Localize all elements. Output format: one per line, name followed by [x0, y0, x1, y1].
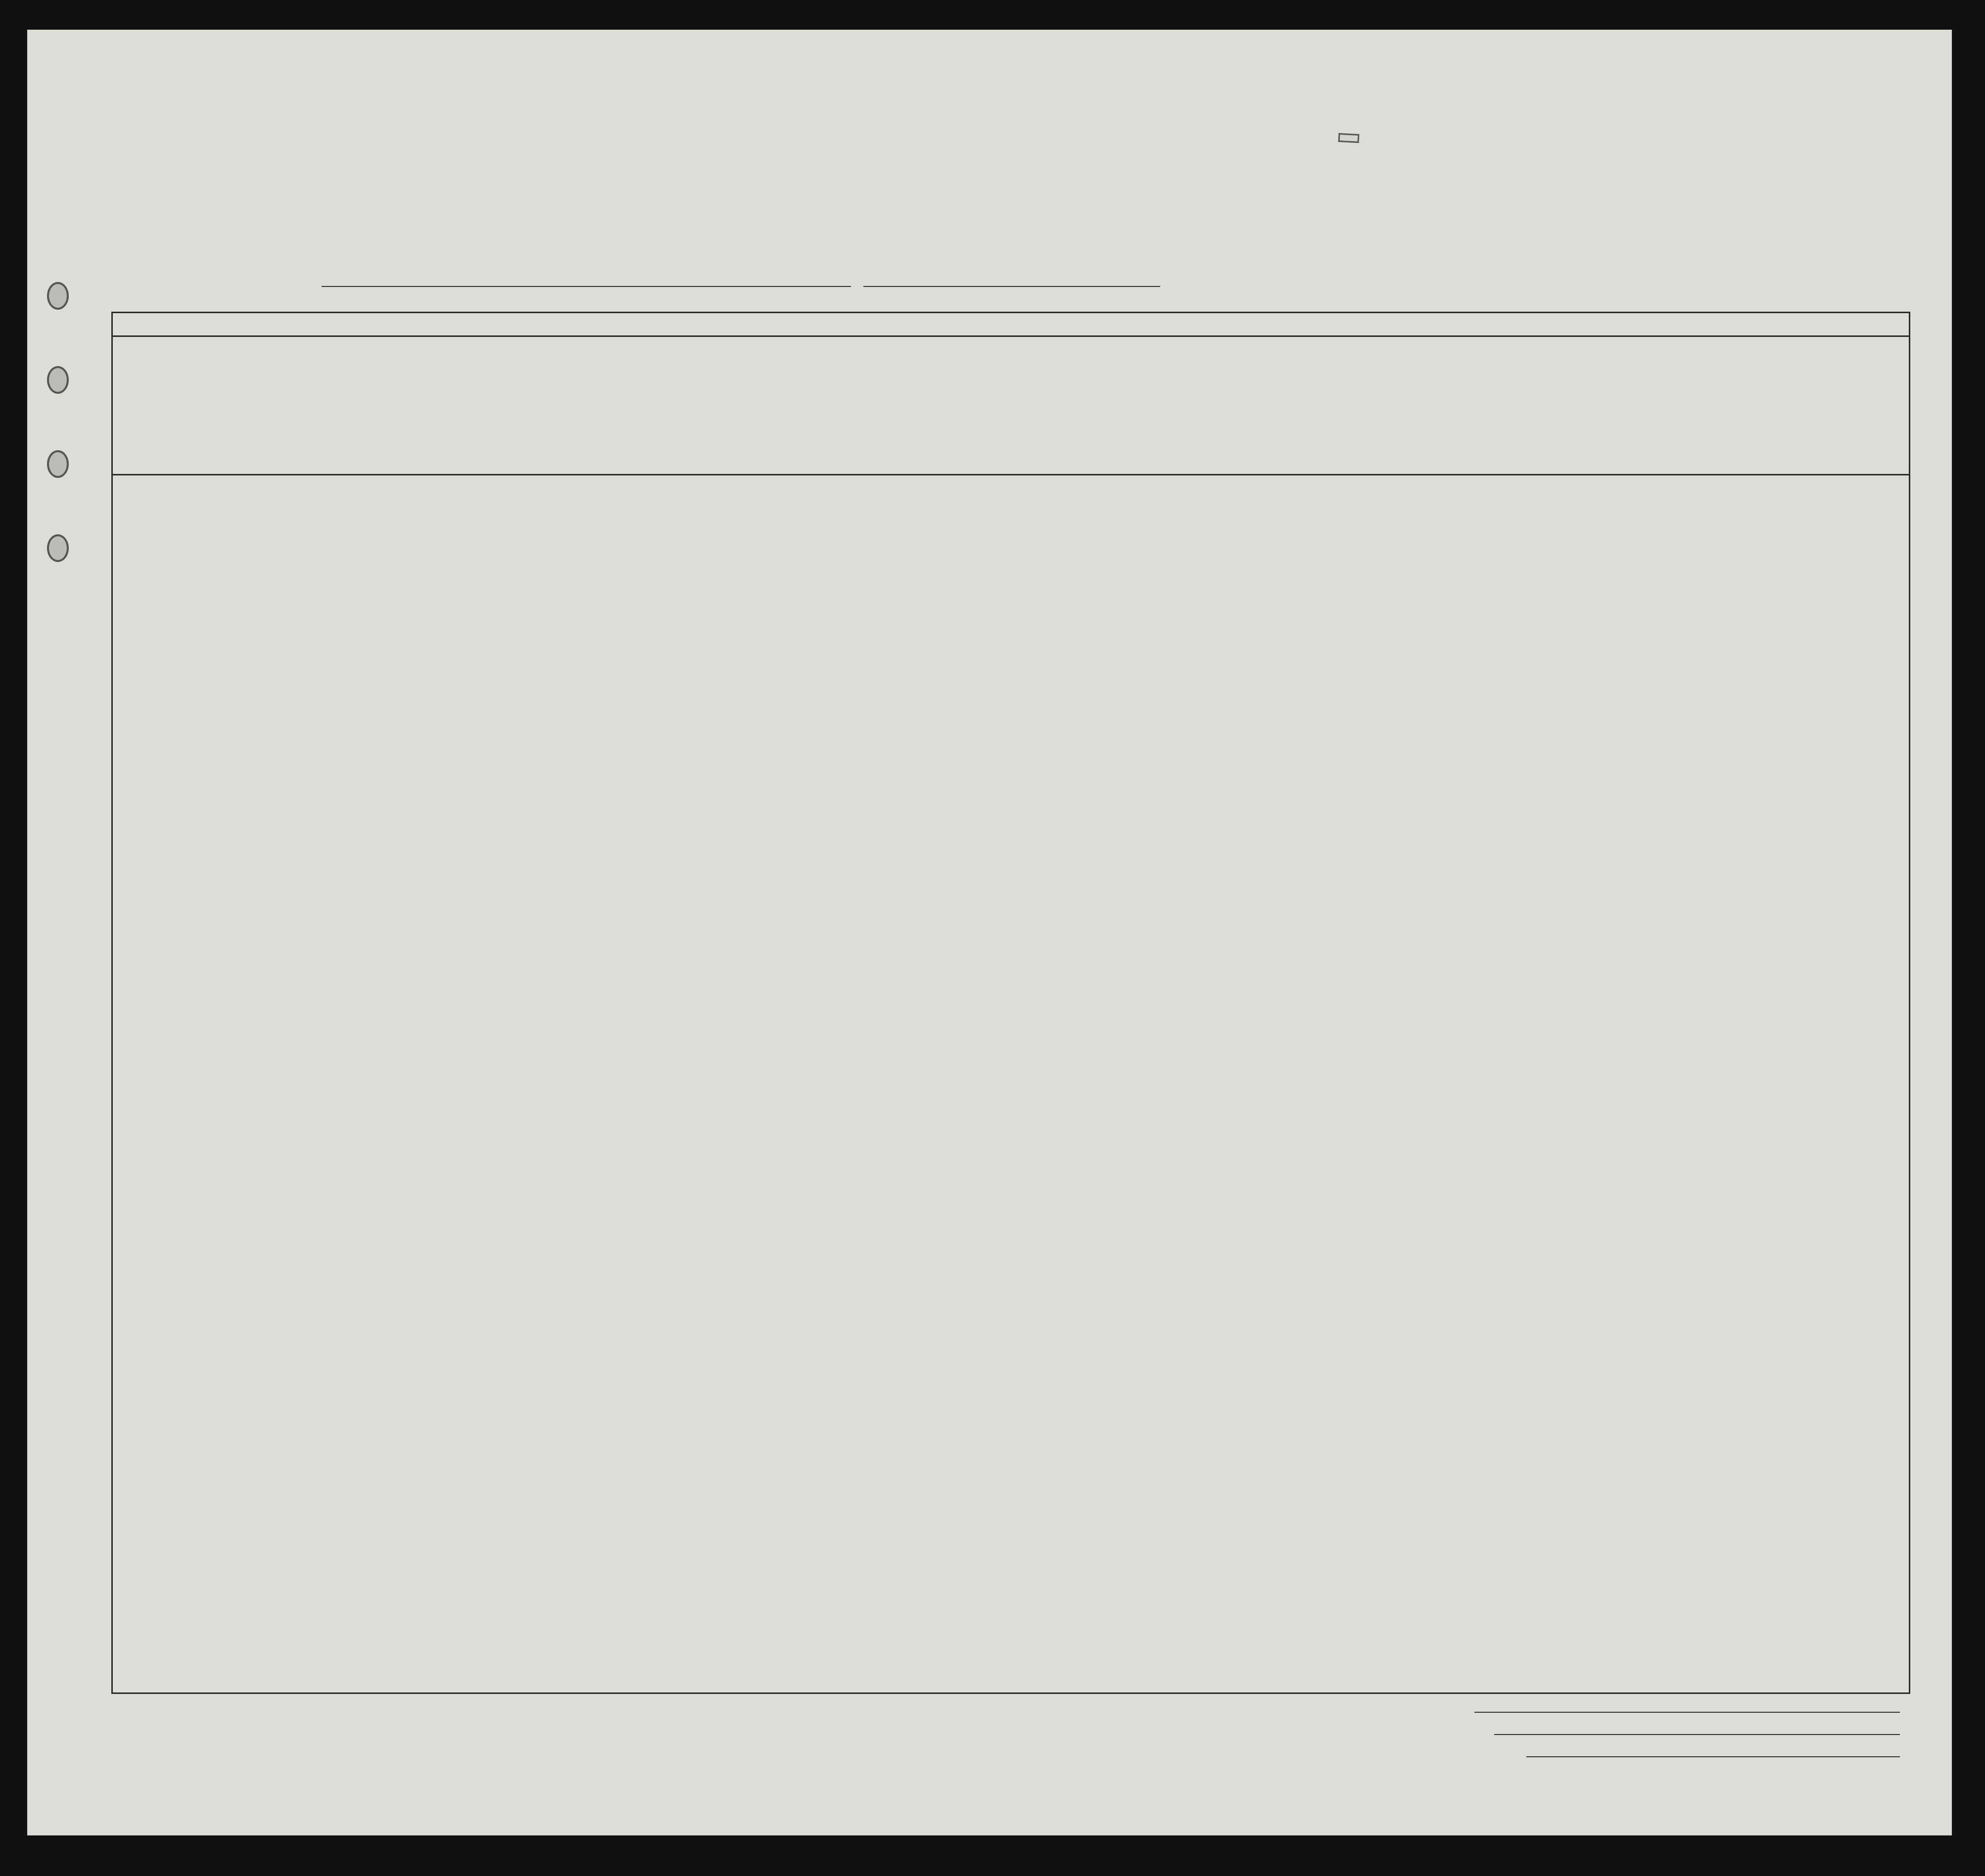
port-underline [322, 286, 851, 287]
punch-hole [47, 282, 69, 310]
manifest-table-frame [111, 312, 1910, 1694]
manifest-sheet [27, 30, 1952, 1835]
punch-hole [47, 366, 69, 394]
line-underline [1474, 1712, 1900, 1713]
agents-underline [1526, 1756, 1900, 1757]
date-underline [863, 286, 1160, 287]
punch-hole [47, 450, 69, 478]
owners-underline [1494, 1734, 1900, 1735]
header-rule [111, 474, 1909, 475]
re-entry-permit-stamp [1338, 133, 1360, 143]
punch-hole [47, 534, 69, 562]
column-number-rule [111, 335, 1909, 337]
